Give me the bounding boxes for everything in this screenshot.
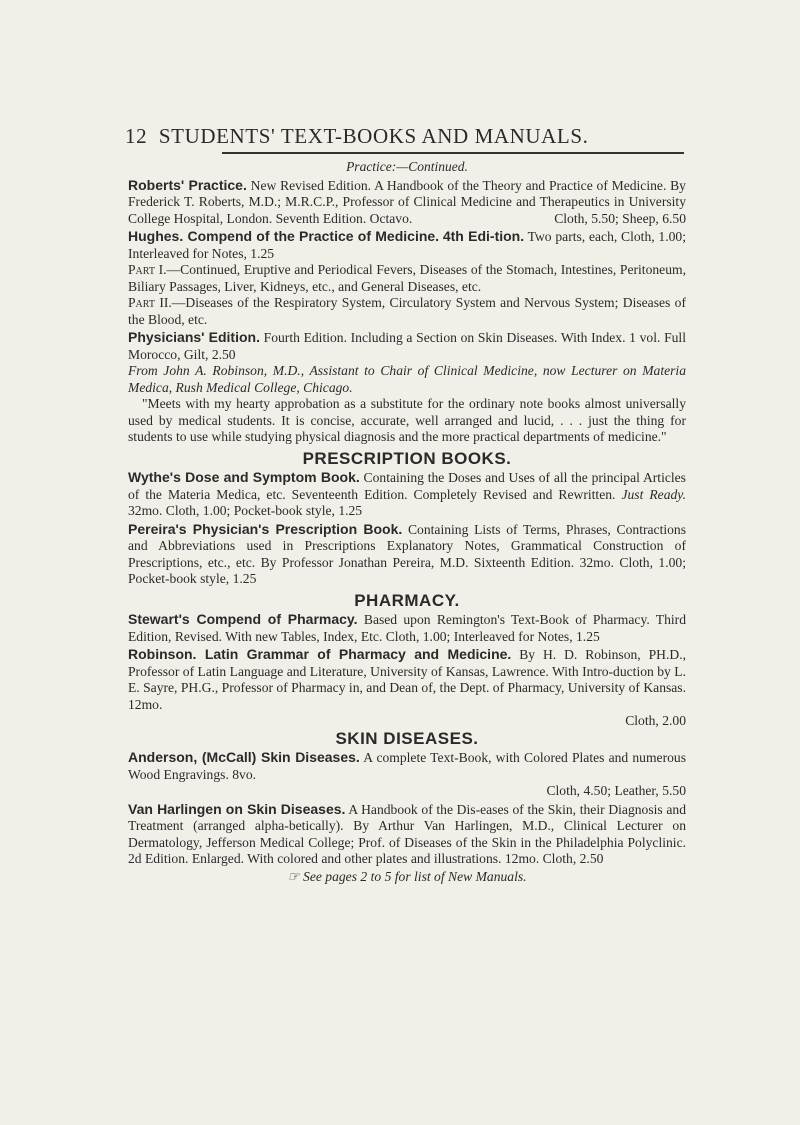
entry-price: 32mo. Cloth, 1.00; Pocket-book style, 1.25	[128, 503, 363, 518]
entry-title: Anderson, (McCall) Skin Diseases.	[128, 749, 360, 765]
entry-physicians-edition	[128, 329, 686, 446]
part-label: Part II.	[128, 295, 172, 310]
entry-text: A complete Text-Book, with Colored Plates and numerous Wood Engravings. 8vo.	[128, 750, 686, 782]
entry-text: Containing Lists of Terms, Phrases, Contractions and Abbreviations used in Prescriptions Explanatory Notes, Grammatical Construction of Prescriptions, etc., etc. By Professor Jonathan Pereira, M.D. Sixteenth Edition. 32mo. Cloth, 1.00; Pocket-book style, 1.25	[128, 521, 687, 586]
entry-text: Based upon Remington's Text-Book of Pharmacy. Third Edition, Revised. With new Tables, Index, Etc. Cloth, 1.00; Interleaved for Notes, 1.25	[128, 612, 687, 644]
continued-label: Practice:—Continued.	[346, 159, 468, 174]
entry-status: Just Ready.	[621, 486, 686, 502]
entry-text: Two parts, each, Cloth, 1.00; Interleaved for Notes, 1.25	[128, 229, 686, 261]
entry-anderson	[128, 749, 686, 800]
page-content	[128, 159, 686, 885]
part-text: —Diseases of the Respiratory System, Circulatory System and Nervous System; Diseases of the Blood, etc.	[128, 295, 686, 327]
section-heading: SKIN DISEASES.	[335, 728, 479, 748]
entry-stewart	[128, 611, 686, 645]
header-rule	[222, 152, 684, 154]
part-text: —Continued, Eruptive and Periodical Fevers, Diseases of the Stomach, Intestines, Peritoneum, Biliary Passages, Liver, Kidneys, etc., and General Diseases, etc.	[128, 262, 686, 294]
entry-hughes	[128, 228, 686, 328]
entry-text: Fourth Edition. Including a Section on Skin Diseases. With Index. 1 vol. Full Morocco, Gilt, 2.50	[128, 330, 686, 362]
section-heading: PHARMACY.	[354, 590, 460, 610]
entry-van-harlingen	[128, 801, 686, 868]
entry-title: Physicians' Edition.	[128, 329, 260, 345]
entry-title: Stewart's Compend of Pharmacy.	[128, 611, 358, 627]
running-title: STUDENTS' TEXT-BOOKS AND MANUALS.	[158, 124, 589, 148]
entry-title: Hughes. Compend of the Practice of Medicine.	[128, 228, 440, 244]
entry-text: Containing the Doses and Uses of all the principal Articles of the Materia Medica, etc. Seventeenth Edition. Completely Revised and Rewritten.	[128, 470, 686, 502]
entry-price: Cloth, 4.50; Leather, 5.50	[546, 783, 686, 798]
entry-edition: 4th Edi-tion.	[442, 228, 525, 244]
entry-title: Van Harlingen on Skin Diseases.	[128, 800, 346, 817]
entry-roberts	[128, 177, 686, 228]
entry-pereira	[128, 521, 686, 588]
entry-title: Robinson. Latin Grammar of Pharmacy and Medicine.	[128, 646, 512, 662]
entry-title: Pereira's Physician's Prescription Book.	[128, 520, 403, 537]
entry-text: New Revised Edition. A Handbook of the Theory and Practice of Medicine. By Frederick T. Roberts, M.D.; M.R.C.P., Professor of Clinical Medicine and Therapeutics in University College Hospital, London. Seventh Edition. Octavo.	[128, 177, 686, 226]
running-header	[125, 124, 685, 149]
entry-wythe	[128, 469, 686, 520]
part-label: Part I.	[128, 262, 167, 277]
entry-text: A Handbook of the Dis-eases of the Skin, their Diagnosis and Treatment (arranged alpha-betically). By Arthur Van Harlingen, M.D., Clinical Lecturer on Dermatology, Jefferson Medical College; Prof. of Diseases of the Skin in the Philadelphia Polyclinic. 2d Edition. Enlarged. With colored and other plates and illustrations. 12mo. Cloth, 2.50	[128, 801, 686, 866]
entry-title: Roberts' Practice.	[128, 176, 247, 193]
entry-text: By H. D. Robinson, PH.D., Professor of Latin Language and Literature, University of Kansas, Lawrence. With Intro-duction by L. E. Sayre, PH.G., Professor of Pharmacy in, and Dean of, the Dept. of Pharmacy, University of Kansas. 12mo.	[128, 647, 686, 712]
page-number: 12	[125, 124, 148, 148]
entry-price: Cloth, 5.50; Sheep, 6.50	[554, 210, 686, 226]
entry-robinson	[128, 646, 686, 730]
entry-title: Wythe's Dose and Symptom Book.	[128, 469, 360, 485]
section-heading: PRESCRIPTION BOOKS.	[302, 448, 512, 468]
testimonial-quote: "Meets with my hearty approbation as a substitute for the ordinary note books almost universally used by medical students. It is concise, accurate, well arranged and lucid, . . . just the thing for students to use while studying physical diagnosis and the more practical departments of medicine."	[128, 396, 686, 444]
entry-price: Cloth, 2.00	[625, 713, 686, 728]
footer-note: ☞ See pages 2 to 5 for list of New Manuals.	[287, 868, 527, 884]
testimonial-source: From John A. Robinson, M.D., Assistant to Chair of Clinical Medicine, now Lecturer on Materia Medica, Rush Medical College, Chicago.	[128, 363, 686, 395]
